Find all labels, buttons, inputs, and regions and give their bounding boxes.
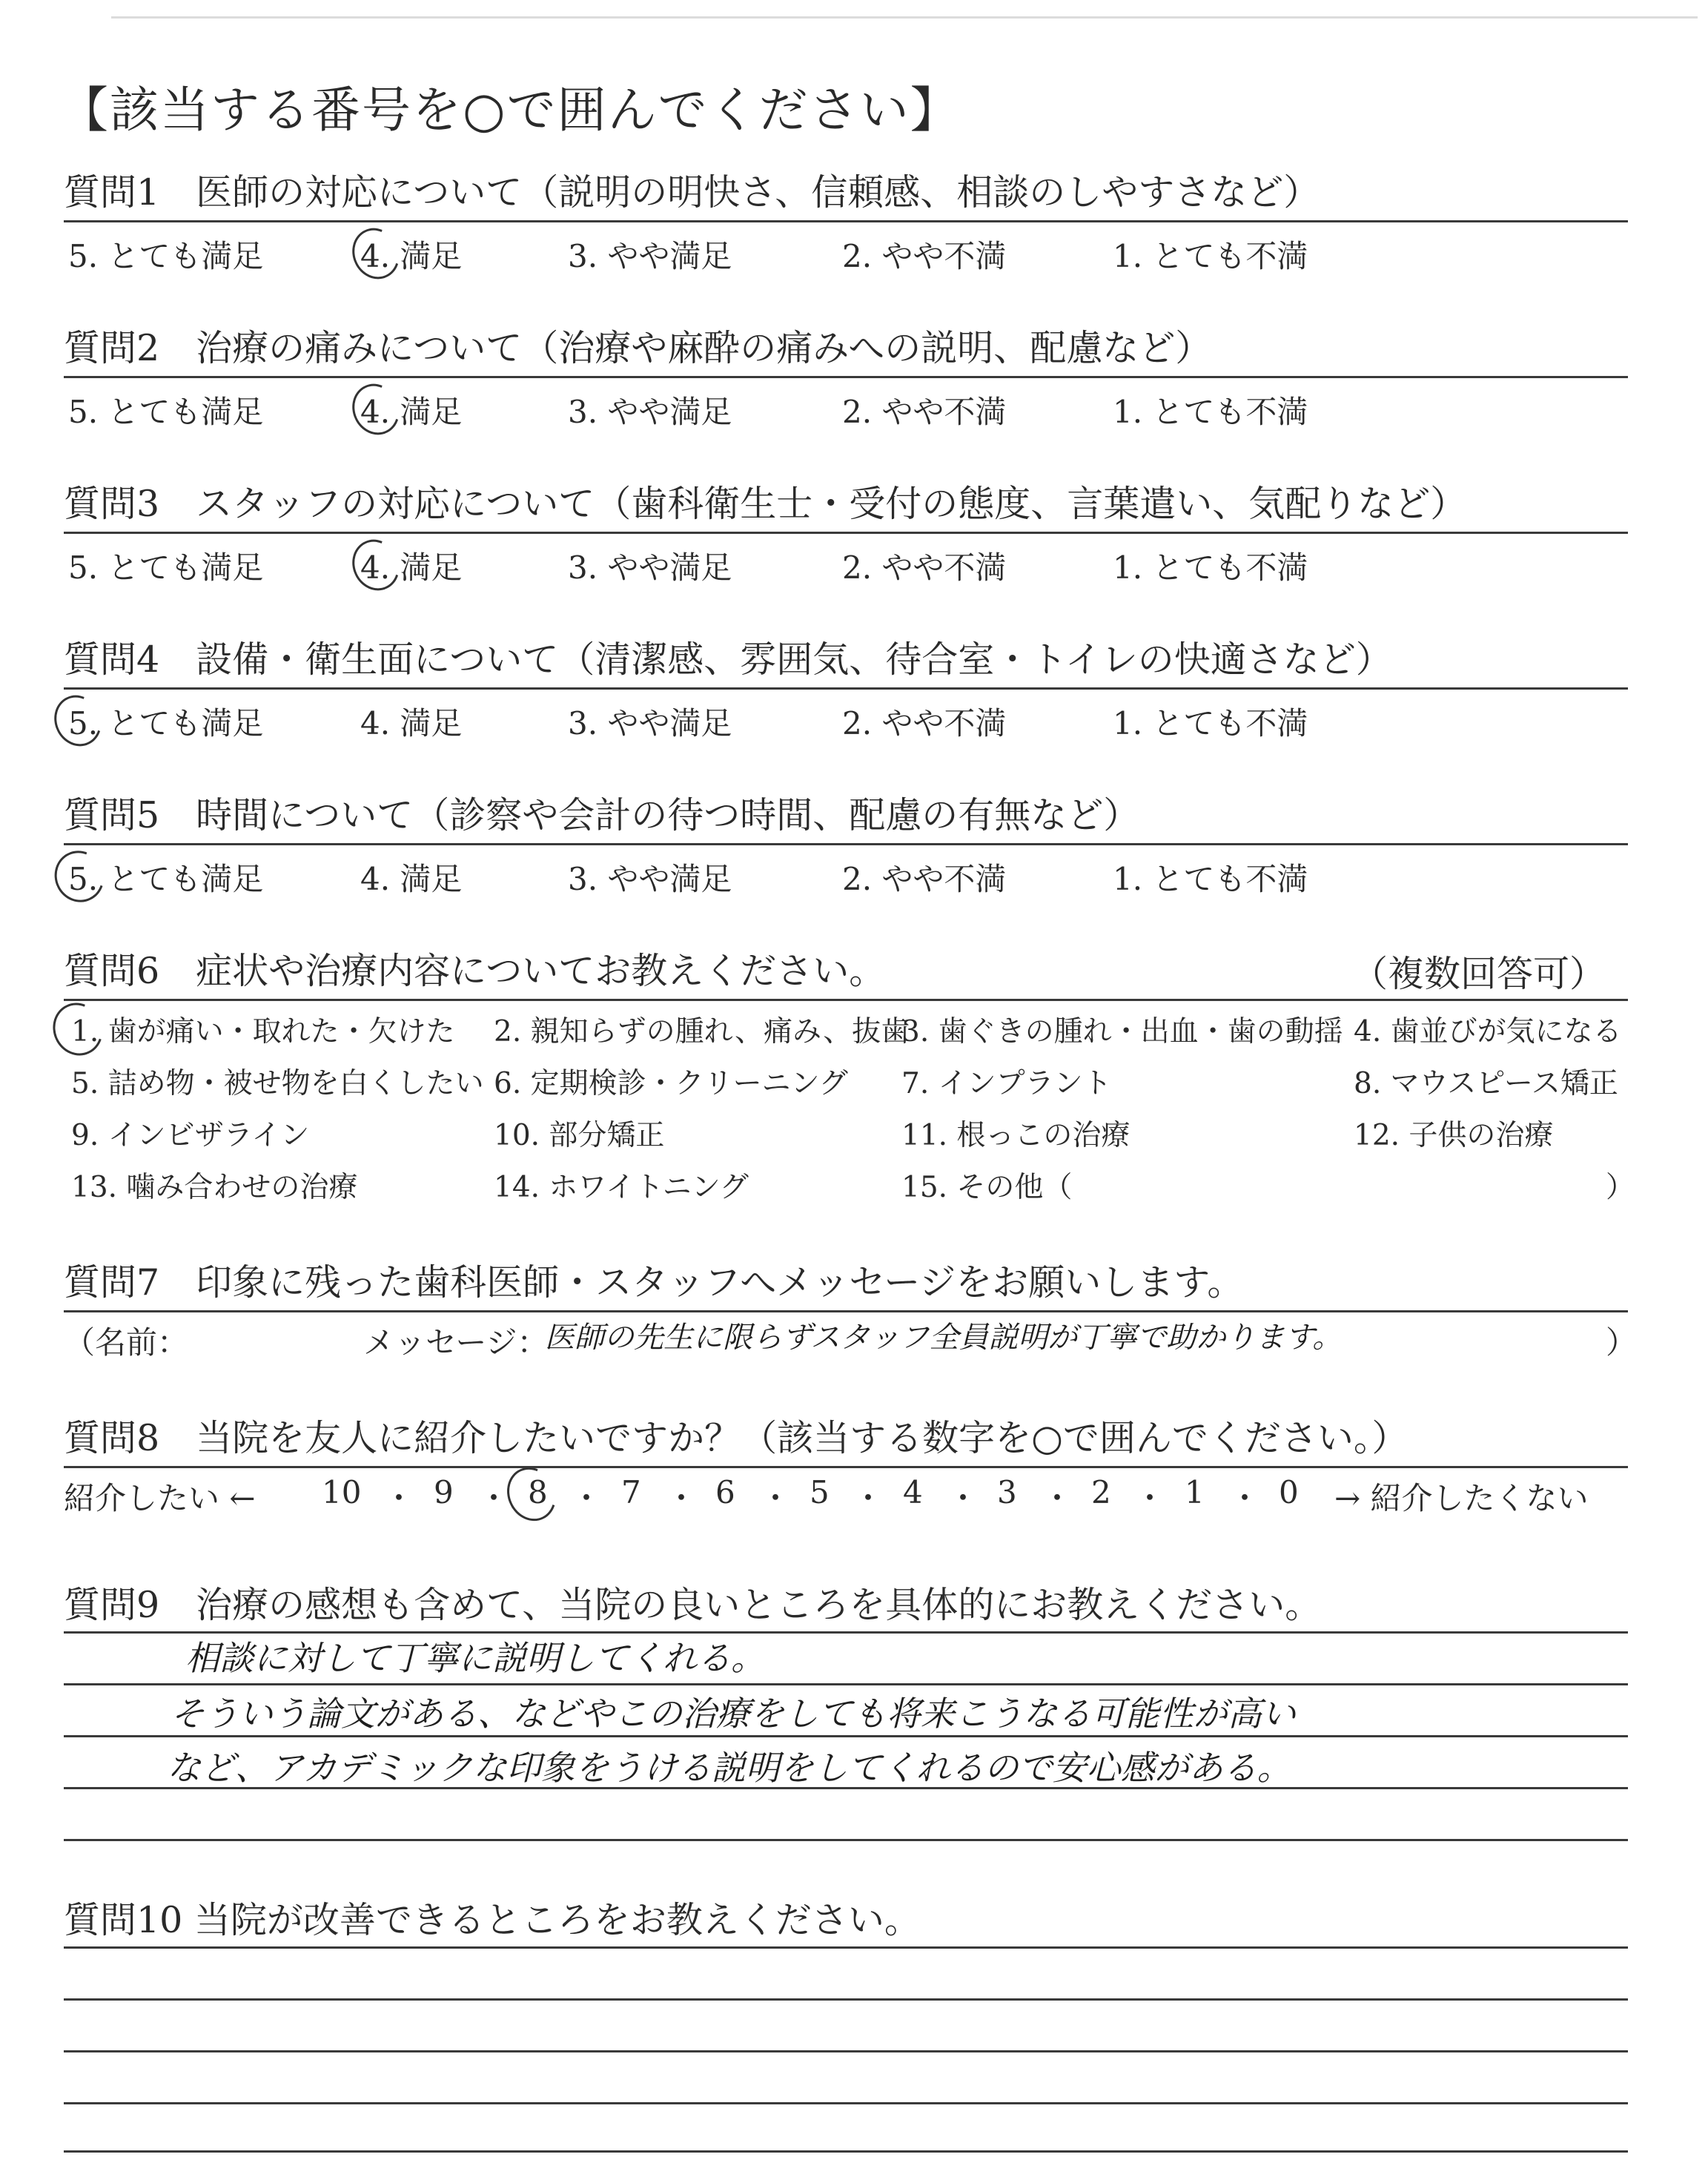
scale-3[interactable]: 3 [997, 1474, 1017, 1510]
question-2 [64, 323, 1628, 374]
scale-1[interactable]: 1 [1185, 1474, 1205, 1510]
q6-option-10[interactable]: 10. 部分矯正 [494, 1119, 665, 1152]
q6-option-11[interactable]: 11. 根っこの治療 [901, 1119, 1131, 1152]
question-8 [64, 1413, 1628, 1464]
question-1-title: 質問1 医師の対応について（説明の明快さ、信頼感、相談のしやすさなど） [64, 171, 1320, 214]
q5-option-2[interactable]: 2. やや不満 [842, 861, 1007, 897]
q6-option-12[interactable]: 12. 子供の治療 [1354, 1119, 1554, 1152]
question-5-title: 質問5 時間について（診察や会計の待つ時間、配慮の有無など） [64, 794, 1140, 836]
question-5-options [64, 849, 1628, 901]
q6-option-2[interactable]: 2. 親知らずの腫れ、痛み、抜歯 [494, 1015, 910, 1048]
q3-option-2[interactable]: 2. やや不満 [842, 549, 1007, 586]
q10-answer-line-1 [64, 1946, 1628, 1949]
scale-dot: ・ [1229, 1480, 1261, 1516]
q10-answer-line-4 [64, 2102, 1628, 2104]
question-10 [64, 1895, 1628, 1946]
question-4-title: 質問4 設備・衛生面について（清潔感、雰囲気、待合室・トイレの快適さなど） [64, 638, 1392, 681]
q9-handwritten-2: そういう論文がある、などやこの治療をしても将来こうなる可能性が高い [171, 1694, 1296, 1734]
q5-option-3[interactable]: 3. やや満足 [568, 861, 732, 897]
q10-answer-line-3 [64, 2050, 1628, 2052]
q4-option-2[interactable]: 2. やや不満 [842, 705, 1007, 742]
q1-option-1[interactable]: 1. とても不満 [1113, 238, 1308, 274]
question-6-options [64, 1008, 1635, 1216]
q2-selection-circle [344, 376, 408, 443]
q2-option-1[interactable]: 1. とても不満 [1113, 394, 1308, 430]
scale-6[interactable]: 6 [715, 1474, 735, 1510]
q6-option-4[interactable]: 4. 歯並びが気になる [1354, 1015, 1622, 1048]
q10-answer-line-5 [64, 2150, 1628, 2153]
q10-answer-line-2 [64, 1998, 1628, 2001]
q9-answer-line-5 [64, 1839, 1628, 1841]
q1-option-4[interactable]: 4. 満足 [360, 238, 463, 274]
question-8-title: 質問8 当院を友人に紹介したいですか？（該当する数字を○で囲んでください。） [64, 1417, 1409, 1459]
question-9-title: 質問9 治療の感想も含めて、当院の良いところを具体的にお教えください。 [64, 1584, 1322, 1626]
scale-9[interactable]: 9 [434, 1474, 454, 1510]
question-5 [64, 790, 1628, 842]
scale-4[interactable]: 4 [903, 1474, 923, 1510]
q3-option-5[interactable]: 5. とても満足 [68, 549, 264, 586]
q6-option-1[interactable]: 1. 歯が痛い・取れた・欠けた [71, 1015, 455, 1048]
scale-5[interactable]: 5 [810, 1474, 830, 1510]
q1-option-5[interactable]: 5. とても満足 [68, 238, 264, 274]
question-2-rule [64, 376, 1628, 378]
q4-option-3[interactable]: 3. やや満足 [568, 705, 732, 742]
q6-option-9[interactable]: 9. インビザライン [71, 1119, 310, 1152]
recommend-right-label: → 紹介したくない [1334, 1480, 1589, 1516]
question-2-title: 質問2 治療の痛みについて（治療や麻酔の痛みへの説明、配慮など） [64, 327, 1212, 369]
q9-handwritten-1: 相談に対して丁寧に説明してくれる。 [185, 1638, 765, 1678]
q6-option-5[interactable]: 5. 詰め物・被せ物を白くしたい [71, 1067, 484, 1100]
scale-0[interactable]: 0 [1279, 1474, 1299, 1510]
question-1-options [64, 226, 1628, 278]
question-3-options [64, 538, 1628, 589]
q1-option-3[interactable]: 3. やや満足 [568, 238, 732, 274]
question-1-rule [64, 220, 1628, 222]
q5-option-4[interactable]: 4. 満足 [360, 861, 463, 897]
q6-option-6[interactable]: 6. 定期検診・クリーニング [494, 1067, 848, 1100]
message-close: ） [1606, 1324, 1638, 1361]
question-5-rule [64, 843, 1628, 845]
scale-10[interactable]: 10 [322, 1474, 362, 1510]
multiple-answers-note: （複数回答可） [1351, 953, 1606, 995]
scale-dot: ・ [1042, 1480, 1073, 1516]
q1-selection-circle [344, 220, 408, 287]
q3-option-4[interactable]: 4. 満足 [360, 549, 463, 586]
question-3 [64, 478, 1628, 530]
scale-dot: ・ [478, 1480, 510, 1516]
scale-dot: ・ [571, 1480, 603, 1516]
question-7-rule [64, 1310, 1628, 1312]
q6-option-15[interactable]: 15. その他（ [901, 1171, 1073, 1204]
q6-option-7[interactable]: 7. インプラント [901, 1067, 1112, 1100]
recommend-left-label: 紹介したい ← [64, 1480, 256, 1516]
question-4-rule [64, 687, 1628, 690]
question-3-rule [64, 532, 1628, 534]
scale-dot: ・ [666, 1480, 698, 1516]
q5-option-5[interactable]: 5. とても満足 [68, 861, 264, 897]
q6-other-close: ） [1606, 1171, 1635, 1204]
question-3-title: 質問3 スタッフの対応について（歯科衛生士・受付の態度、言葉遣い、気配りなど） [64, 483, 1467, 525]
scale-dot: ・ [853, 1480, 884, 1516]
scale-dot: ・ [1134, 1480, 1166, 1516]
q1-option-2[interactable]: 2. やや不満 [842, 238, 1007, 274]
question-6-title: 質問6 症状や治療内容についてお教えください。 [64, 950, 886, 992]
q2-option-3[interactable]: 3. やや満足 [568, 394, 732, 430]
q6-option-3[interactable]: 3. 歯ぐきの腫れ・出血・歯の動揺 [901, 1015, 1343, 1048]
scale-dot: ・ [383, 1480, 415, 1516]
scale-7[interactable]: 7 [621, 1474, 641, 1510]
question-9 [64, 1579, 1628, 1631]
scale-2[interactable]: 2 [1091, 1474, 1111, 1510]
question-1 [64, 167, 1628, 219]
scan-edge-line [111, 16, 1698, 19]
q4-option-4[interactable]: 4. 満足 [360, 705, 463, 742]
scale-dot: ・ [760, 1480, 792, 1516]
q9-answer-line-2 [64, 1683, 1628, 1685]
q6-selection-circle [44, 994, 111, 1063]
q6-option-8[interactable]: 8. マウスピース矯正 [1354, 1067, 1618, 1100]
question-4 [64, 634, 1628, 686]
question-7 [64, 1257, 1628, 1309]
question-7-title: 質問7 印象に残った歯科医師・スタッフへメッセージをお願いします。 [64, 1261, 1244, 1304]
q6-option-13[interactable]: 13. 噛み合わせの治療 [71, 1171, 358, 1204]
question-10-title: 質問10 当院が改善できるところをお教えください。 [64, 1899, 921, 1941]
q5-selection-circle [46, 842, 112, 910]
q2-option-4[interactable]: 4. 満足 [360, 394, 463, 430]
question-2-options [64, 382, 1628, 434]
question-6-rule [64, 999, 1628, 1001]
q4-option-1[interactable]: 1. とても不満 [1113, 705, 1308, 742]
handwritten-message: 医師の先生に限らずスタッフ全員説明が丁寧で助かります。 [545, 1321, 1343, 1355]
scale-dot: ・ [947, 1480, 979, 1516]
message-label: メッセージ： [363, 1324, 549, 1361]
q9-handwritten-3: など、アカデミックな印象をうける説明をしてくれるので安心感がある。 [167, 1748, 1291, 1788]
q2-option-5[interactable]: 5. とても満足 [68, 394, 264, 430]
q3-selection-circle [344, 532, 408, 598]
scale-8[interactable]: 8 [528, 1474, 548, 1510]
question-4-options [64, 693, 1628, 745]
q6-option-14[interactable]: 14. ホワイトニング [494, 1171, 749, 1204]
name-label: （名前： [64, 1324, 189, 1361]
instruction-heading: 【該当する番号を○で囲んでください】 [59, 82, 961, 139]
q3-option-3[interactable]: 3. やや満足 [568, 549, 732, 586]
question-8-rule [64, 1466, 1628, 1468]
q2-option-2[interactable]: 2. やや不満 [842, 394, 1007, 430]
question-6 [64, 945, 1628, 997]
q5-option-1[interactable]: 1. とても不満 [1113, 861, 1308, 897]
q4-option-5[interactable]: 5. とても満足 [68, 705, 264, 742]
q4-selection-circle [46, 687, 110, 754]
q3-option-1[interactable]: 1. とても不満 [1113, 549, 1308, 586]
